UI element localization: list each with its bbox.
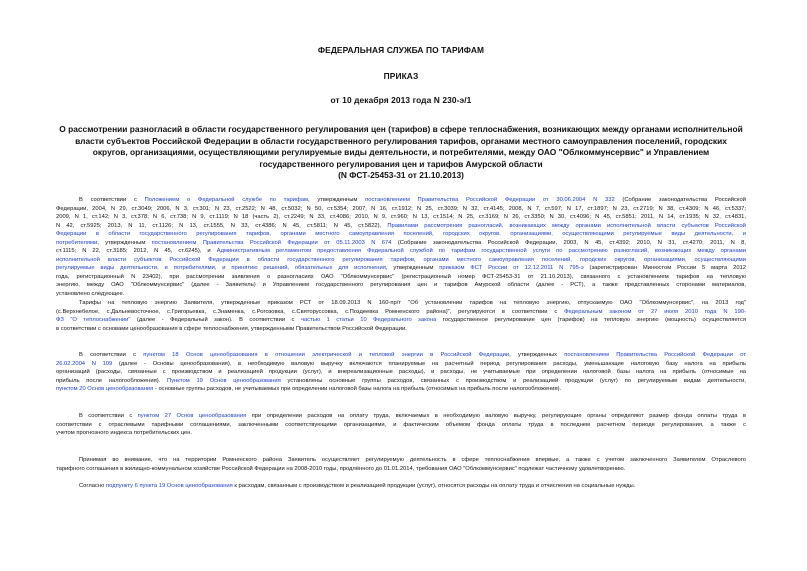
document-link[interactable]: Федеральным законом от 27 июля 2010 года N 190- [564, 308, 746, 315]
paragraph-line [56, 299, 746, 308]
paragraph-line [56, 377, 746, 386]
paragraph-line [56, 385, 746, 394]
paragraph-line [56, 205, 746, 214]
document-link[interactable]: Правилами рассмотрения разногласий, возникающих между органами исполнительной власти субъектов Российской [387, 222, 746, 229]
paragraph-line [56, 368, 746, 377]
document-link[interactable]: пунктом 27 Основ ценообразования [137, 413, 247, 419]
paragraph-text: (зарегистрирован Минюстом России 5 марта 2012 [583, 265, 746, 272]
paragraph-line [56, 239, 746, 248]
paragraph-line [56, 360, 746, 369]
document-type-heading: ПРИКАЗ [383, 71, 419, 81]
paragraph-text: , утвержденных [509, 352, 565, 358]
paragraph-text: в соответствии с основами ценообразования в сфере теплоснабжения, утвержденными Правительством Российской Федерации. [56, 325, 407, 332]
document-link[interactable]: потребителями [56, 239, 98, 246]
paragraph-text: ст.1115; N 22, ст.3185; 2012, N 45, ст.6245), и [56, 248, 217, 255]
paragraph-line [56, 308, 746, 317]
paragraph-line [56, 325, 746, 334]
paragraph-text: установлено следующее. [56, 291, 125, 298]
paragraph-text: 2009, N 1, ст.142; N 3, ст.378; N 6, ст.738; N 9, ст.1119; N 18 (часть 2), ст.2249; N 33, ст.4086; 2010, N 9, ст.960; N 13, ст.1514; N 25, ст.3169; N 26, ст.3350; N 30, ст.4096; N 45, ст.5851; 2011, N 14, ст.1935; N 32, ст.4831, [56, 214, 746, 221]
title-line: (N ФСТ-25453-31 от 21.10.2013) [338, 170, 464, 181]
paragraph-line [56, 456, 746, 465]
document-link[interactable]: пунктом 18 Основ ценообразования в отношении электрической и тепловой энергии в Российской Федерации [143, 352, 510, 358]
paragraph-line [56, 247, 746, 256]
document-link[interactable]: Административным регламентом предоставления Федеральной службой по тарифам государственной услуги по рассмотрению разногласий, возникающих между органами [216, 248, 746, 255]
paragraph-text: (Собрание законодательства Российской Федерации, 2003, N 45, ст.4392; 2010, N 31, ст.4270; 2011, N 8, [391, 239, 746, 246]
document-link[interactable]: подпункту 6 пункта 19 Основ ценообразования [105, 483, 233, 489]
document-link[interactable]: исполнительной власти субъектов Российской Федерации в области государственного регулирования тарифов, органами местного самоуправления поселений, городских округов, организациями, осуществляющими [56, 256, 746, 263]
paragraph-text: организаций (расходы, связанные с производством и реализацией продукции (услуг), и внереализационные расходы), и расходы, не учитываемые при определении налоговой базы налога на прибыль (относимые на [56, 369, 746, 376]
paragraph-pricing-basis [56, 351, 746, 394]
paragraph-text: к расходам, связанным с производством и реализацией продукции (услуг), относятся расходы на оплату труда и отчисления на социальные нужды. [232, 483, 636, 489]
document-link[interactable]: пунктом 20 Основ ценообразования [56, 386, 154, 393]
paragraph-text: В соответствии с [79, 413, 138, 419]
paragraph-social-costs [56, 482, 746, 491]
document-link[interactable]: 26.02.2004 N 109 [56, 360, 113, 367]
document-link[interactable]: постановлением Правительства Российской Федерации от 05.11.2003 N 674 [151, 239, 392, 246]
paragraph-text: установлены основные группы расходов, связанных с производством и реализацией продукции (услуг) по регулируемым видам деятельности, [280, 377, 746, 384]
paragraph-text: Согласно [79, 483, 106, 489]
title-line: власти субъектов Российской Федерации в области государственного регулирования тарифов, органами местного самоуправления поселений, городских [75, 135, 727, 146]
paragraph-line [56, 222, 746, 231]
document-link[interactable]: Федерации в области государственного регулирования тарифов, органами местного самоуправления поселений, городских округов, организациями, осуществляющими регулируемые виды деятельности, и [56, 231, 746, 238]
paragraph-text: года, регистрационный N 23402), при рассмотрении заявления о разногласиях ОАО "Облкоммунсервис" (регистрационный номер ФСТ-25453-31 от 21.10.2013), связанного с установлением тарифов на тепловую [56, 273, 746, 280]
paragraph-line [56, 273, 746, 282]
paragraph-text: (с.Верхнебелое, с.Дальневосточное, с.Григорьевка, с.Знаменка, с.Рогозовка, с.Святоруссовка, с.Поздеевка Ромненского района)", регулируются в соответствии с [56, 308, 565, 315]
paragraph-text: - основные группы расходов, не учитываемых при определении налоговой базы налога на прибыль (относимых на прибыль после налогообложения). [153, 386, 562, 393]
paragraph-text: , утвержденным [308, 197, 366, 203]
paragraph-legal-basis [56, 196, 746, 299]
paragraph-line [56, 412, 746, 421]
paragraph-text: (далее - Основы ценообразования), в необходимую валовую выручку включаются планируемые на расчетный период регулирования расходы, уменьшающие налоговую базу налога на прибыль [112, 360, 746, 367]
paragraph-text: учетом прогнозного индекса потребительских цен. [56, 430, 193, 437]
paragraph-text: Тарифы на тепловую энергию Заявителя, утвержденные приказом РСТ от 18.09.2013 N 160-пр/т "Об установлении тарифов на тепловую энергию, отпускаемую ОАО "Облкоммунсервис", на 2013 год" [79, 300, 746, 306]
paragraph-line [56, 213, 746, 222]
paragraph-line [56, 256, 746, 265]
paragraph-line [56, 482, 746, 491]
document-link[interactable]: Пунктом 19 Основ ценообразования [167, 377, 281, 384]
paragraph-text: , утвержденным [385, 265, 440, 272]
paragraph-text: соответствии с отраслевыми тарифными соглашениями, заключенными соответствующими организациями, и фактическим объемом фонда оплаты труда в последнем расчетном периоде регулирования, а также с [56, 421, 746, 428]
paragraph-text: прибыль после налогообложения). [56, 377, 168, 384]
paragraph-text: В соответствии с [79, 352, 144, 358]
paragraph-line [56, 316, 746, 325]
paragraph-decision [56, 456, 746, 473]
paragraph-text: В соответствии с [79, 197, 145, 203]
paragraph-line [56, 281, 746, 290]
paragraph-text: N 42, ст.5925; 2013, N 11, ст.1126; N 13, ст.1555, N 33, ст.4386; N 45, ст.5811; N 45, ст.5822), [56, 222, 388, 229]
document-link[interactable]: постановлением Правительства Российской Федерации от 30.06.2004 N 332 [365, 197, 615, 203]
paragraph-text: (далее - Федеральный закон). В соответствии с [130, 317, 301, 324]
paragraph-labor-costs [56, 412, 746, 438]
paragraph-text: , утвержденным [97, 239, 152, 246]
paragraph-line [56, 264, 746, 273]
title-line: округов, организациями, осуществляющими регулируемые виды деятельности, и потребителями, между ОАО "Облкоммунсервис" и Управлением [92, 147, 710, 158]
document-link[interactable]: Положением о Федеральной службе по тарифам [144, 197, 308, 203]
document-link[interactable]: частью 1 статьи 10 Федерального закона [300, 317, 437, 324]
agency-heading: ФЕДЕРАЛЬНАЯ СЛУЖБА ПО ТАРИФАМ [317, 45, 485, 55]
paragraph-line [56, 465, 746, 474]
paragraph-tariffs [56, 299, 746, 333]
date-number-heading: от 10 декабря 2013 года N 230-э/1 [330, 95, 472, 105]
paragraph-line [56, 351, 746, 360]
paragraph-text: Принимая во внимание, что на территории Ромненского района Заявитель осуществляет регулируемую деятельность в сфере теплоснабжения впервые, а также с учетом заключенного Заявителем Отраслевого [79, 457, 746, 463]
paragraph-line [56, 230, 746, 239]
paragraph-text: при определении расходов на оплату труда, включаемых в необходимую валовую выручку, регулирующие органы определяют размер фонда оплаты труда в [246, 413, 746, 419]
paragraph-text: тарифного соглашения в жилищно-коммунальном хозяйстве Российской Федерации на 2008-2010 годы, продлённого до 01.01.2014, требования ОАО "Облкоммунсервис" подлежат частичному удовлетворению. [56, 465, 626, 472]
document-title [56, 124, 746, 182]
paragraph-text: (Собрание законодательства Российской [614, 197, 746, 203]
paragraph-text: Федерации, 2004, N 29, ст.3049; 2006, N 3, ст.301; N 23, ст.2522; N 48, ст.5032; N 50, ст.5354; 2007, N 16, ст.1912; N 25, ст.3039; N 32, ст.4145; 2008, N 7, ст.597; N 17, ст.1897; N 23, ст.2719; N 38, ст.4309; N 46, ст.5337; [56, 205, 746, 212]
paragraph-text: государственное регулирование цен (тарифов) на тепловую энергию (мощность) осуществляется [436, 317, 746, 324]
paragraph-line [56, 429, 746, 438]
document-link[interactable]: ФЗ "О теплоснабжении" [56, 317, 131, 324]
document-link[interactable]: регулируемые виды деятельности, и потребителями, и принятию решений, обязательных для исполнения [56, 265, 386, 272]
paragraph-line [56, 290, 746, 299]
title-line: О рассмотрении разногласий в области государственного регулирования цен (тарифов) в сфере теплоснабжения, возникающих между органами исполнительной [59, 124, 743, 134]
paragraph-line [56, 421, 746, 430]
paragraph-line [56, 196, 746, 205]
title-line: государственного регулирования цен и тарифов Амурской области [259, 158, 543, 169]
document-link[interactable]: постановлением Правительства Российской Федерации от [564, 352, 746, 358]
document-link[interactable]: приказом ФСТ России от 12.12.2011 N 795-э [439, 265, 584, 272]
paragraph-text: энергию, между ОАО "Облкоммунсервис" (далее - Заявитель) и Управлением государственного регулирования цен и тарифов Амурской области (далее - РСТ), а также представленных сторонами материалов, [56, 282, 746, 289]
